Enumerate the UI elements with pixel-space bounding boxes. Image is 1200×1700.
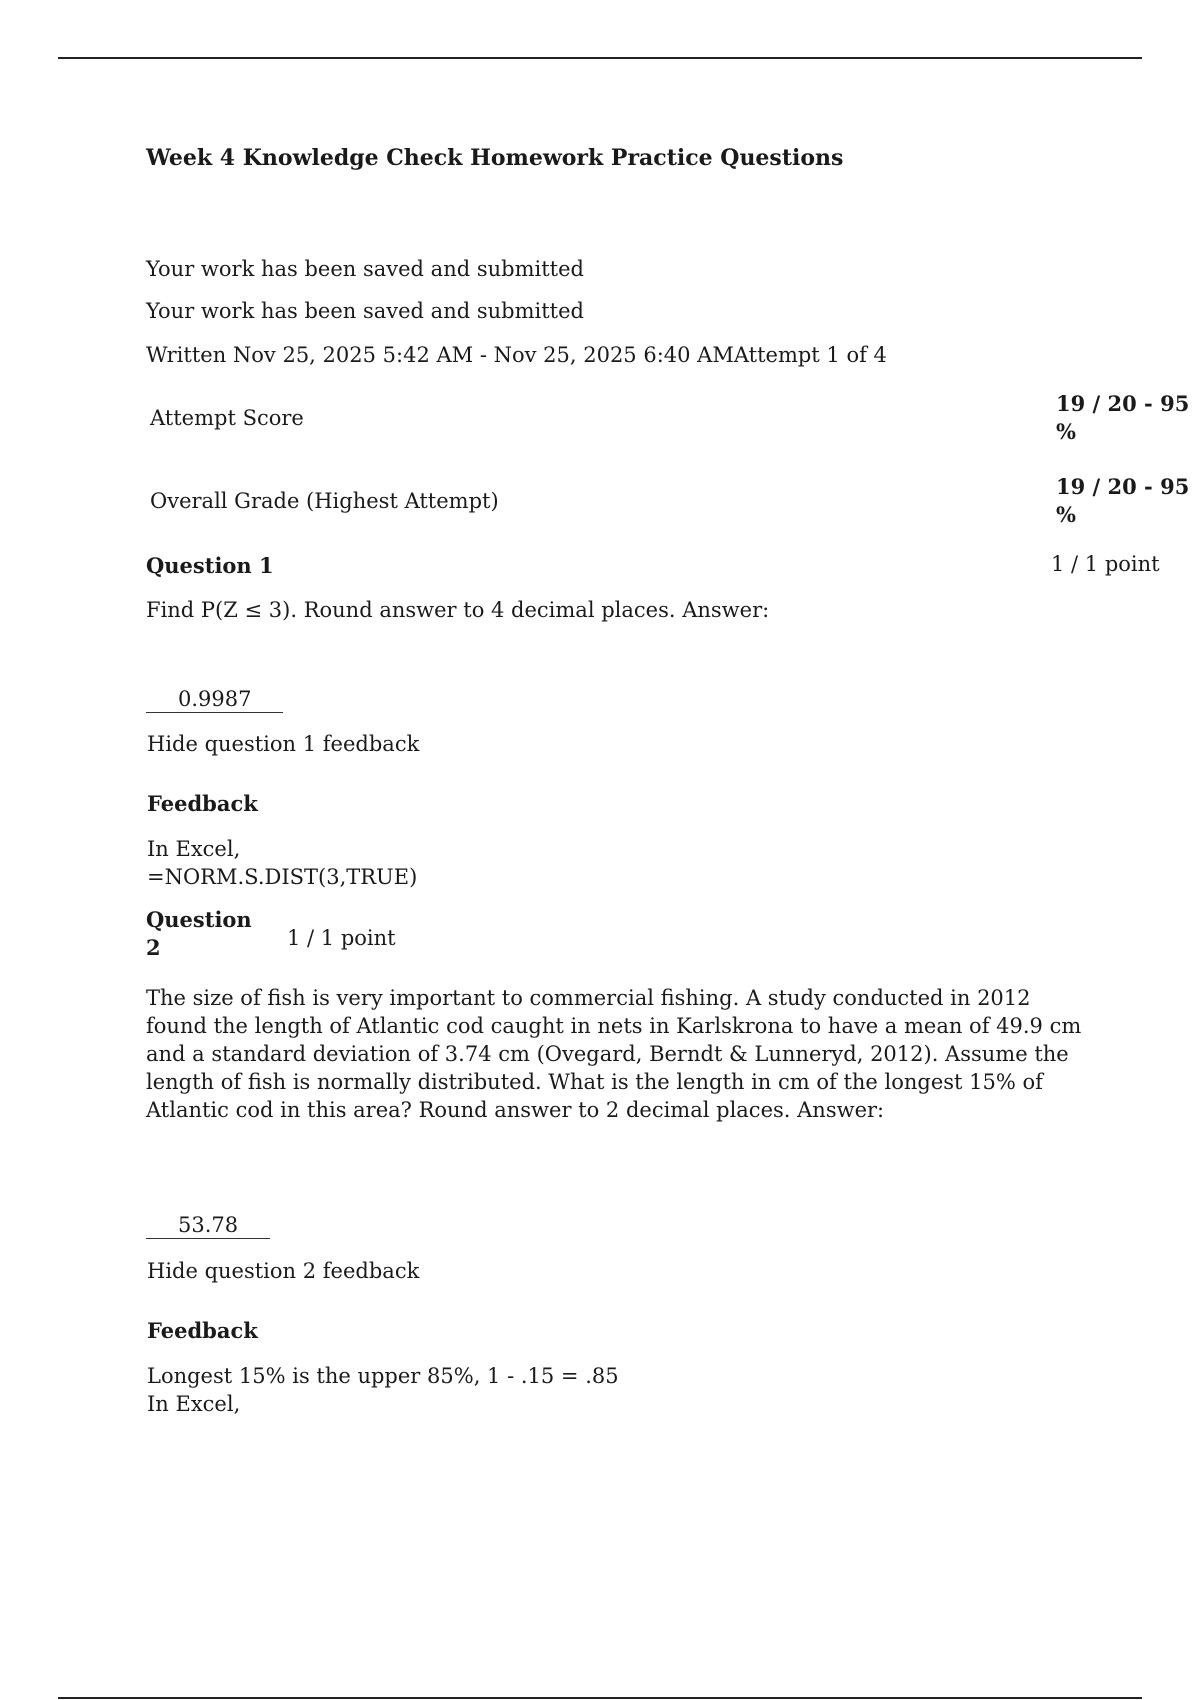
overall-grade-label: Overall Grade (Highest Attempt) xyxy=(150,489,499,513)
question-1-text: Find P(Z ≤ 3). Round answer to 4 decimal places. Answer: xyxy=(146,598,770,622)
hide-question-1-feedback-link[interactable]: Hide question 1 feedback xyxy=(147,732,420,756)
question-2-label: Question 2 xyxy=(146,907,252,960)
question-2-feedback-line-1: Longest 15% is the upper 85%, 1 - .15 = .85 xyxy=(147,1364,619,1388)
status-message: Your work has been saved and submitted xyxy=(146,257,584,281)
question-2-feedback-line-2: In Excel, xyxy=(147,1392,241,1416)
overall-grade-value: 19 / 20 - 95 % xyxy=(1056,474,1190,527)
bottom-rule xyxy=(58,1697,1142,1699)
question-2-answer: 53.78 xyxy=(146,1212,270,1239)
question-1-answer: 0.9987 xyxy=(146,686,283,713)
attempt-score-value: 19 / 20 - 95 % xyxy=(1056,391,1190,444)
question-1-feedback-line-2: =NORM.S.DIST(3,TRUE) xyxy=(147,865,418,889)
hide-question-2-feedback-link[interactable]: Hide question 2 feedback xyxy=(147,1259,420,1283)
question-1-feedback-heading: Feedback xyxy=(147,791,258,816)
question-1-label: Question 1 xyxy=(146,553,274,578)
question-2-feedback-heading: Feedback xyxy=(147,1318,258,1343)
question-1-points: 1 / 1 point xyxy=(1051,552,1160,576)
top-rule xyxy=(58,57,1142,59)
status-message-repeat: Your work has been saved and submitted xyxy=(146,299,584,323)
question-1-feedback-line-1: In Excel, xyxy=(147,837,241,861)
page-title: Week 4 Knowledge Check Homework Practice Questions xyxy=(146,145,844,171)
question-2-points: 1 / 1 point xyxy=(287,926,396,950)
question-2-text: The size of fish is very important to commercial fishing. A study conducted in 2012 found the length of Atlantic cod caught in nets in Karlskrona to have a mean of 49.9 cm and a standard deviation of 3.74 cm (Ovegard, Berndt & Lunneryd, 2012). Assume the length of fish is normally distributed. What is the length in cm of the longest 15% of Atlantic cod in this area? Round answer to 2 decimal places. Answer: xyxy=(146,986,1082,1122)
attempt-timestamp: Written Nov 25, 2025 5:42 AM - Nov 25, 2025 6:40 AMAttempt 1 of 4 xyxy=(146,343,887,367)
attempt-score-label: Attempt Score xyxy=(150,406,304,430)
